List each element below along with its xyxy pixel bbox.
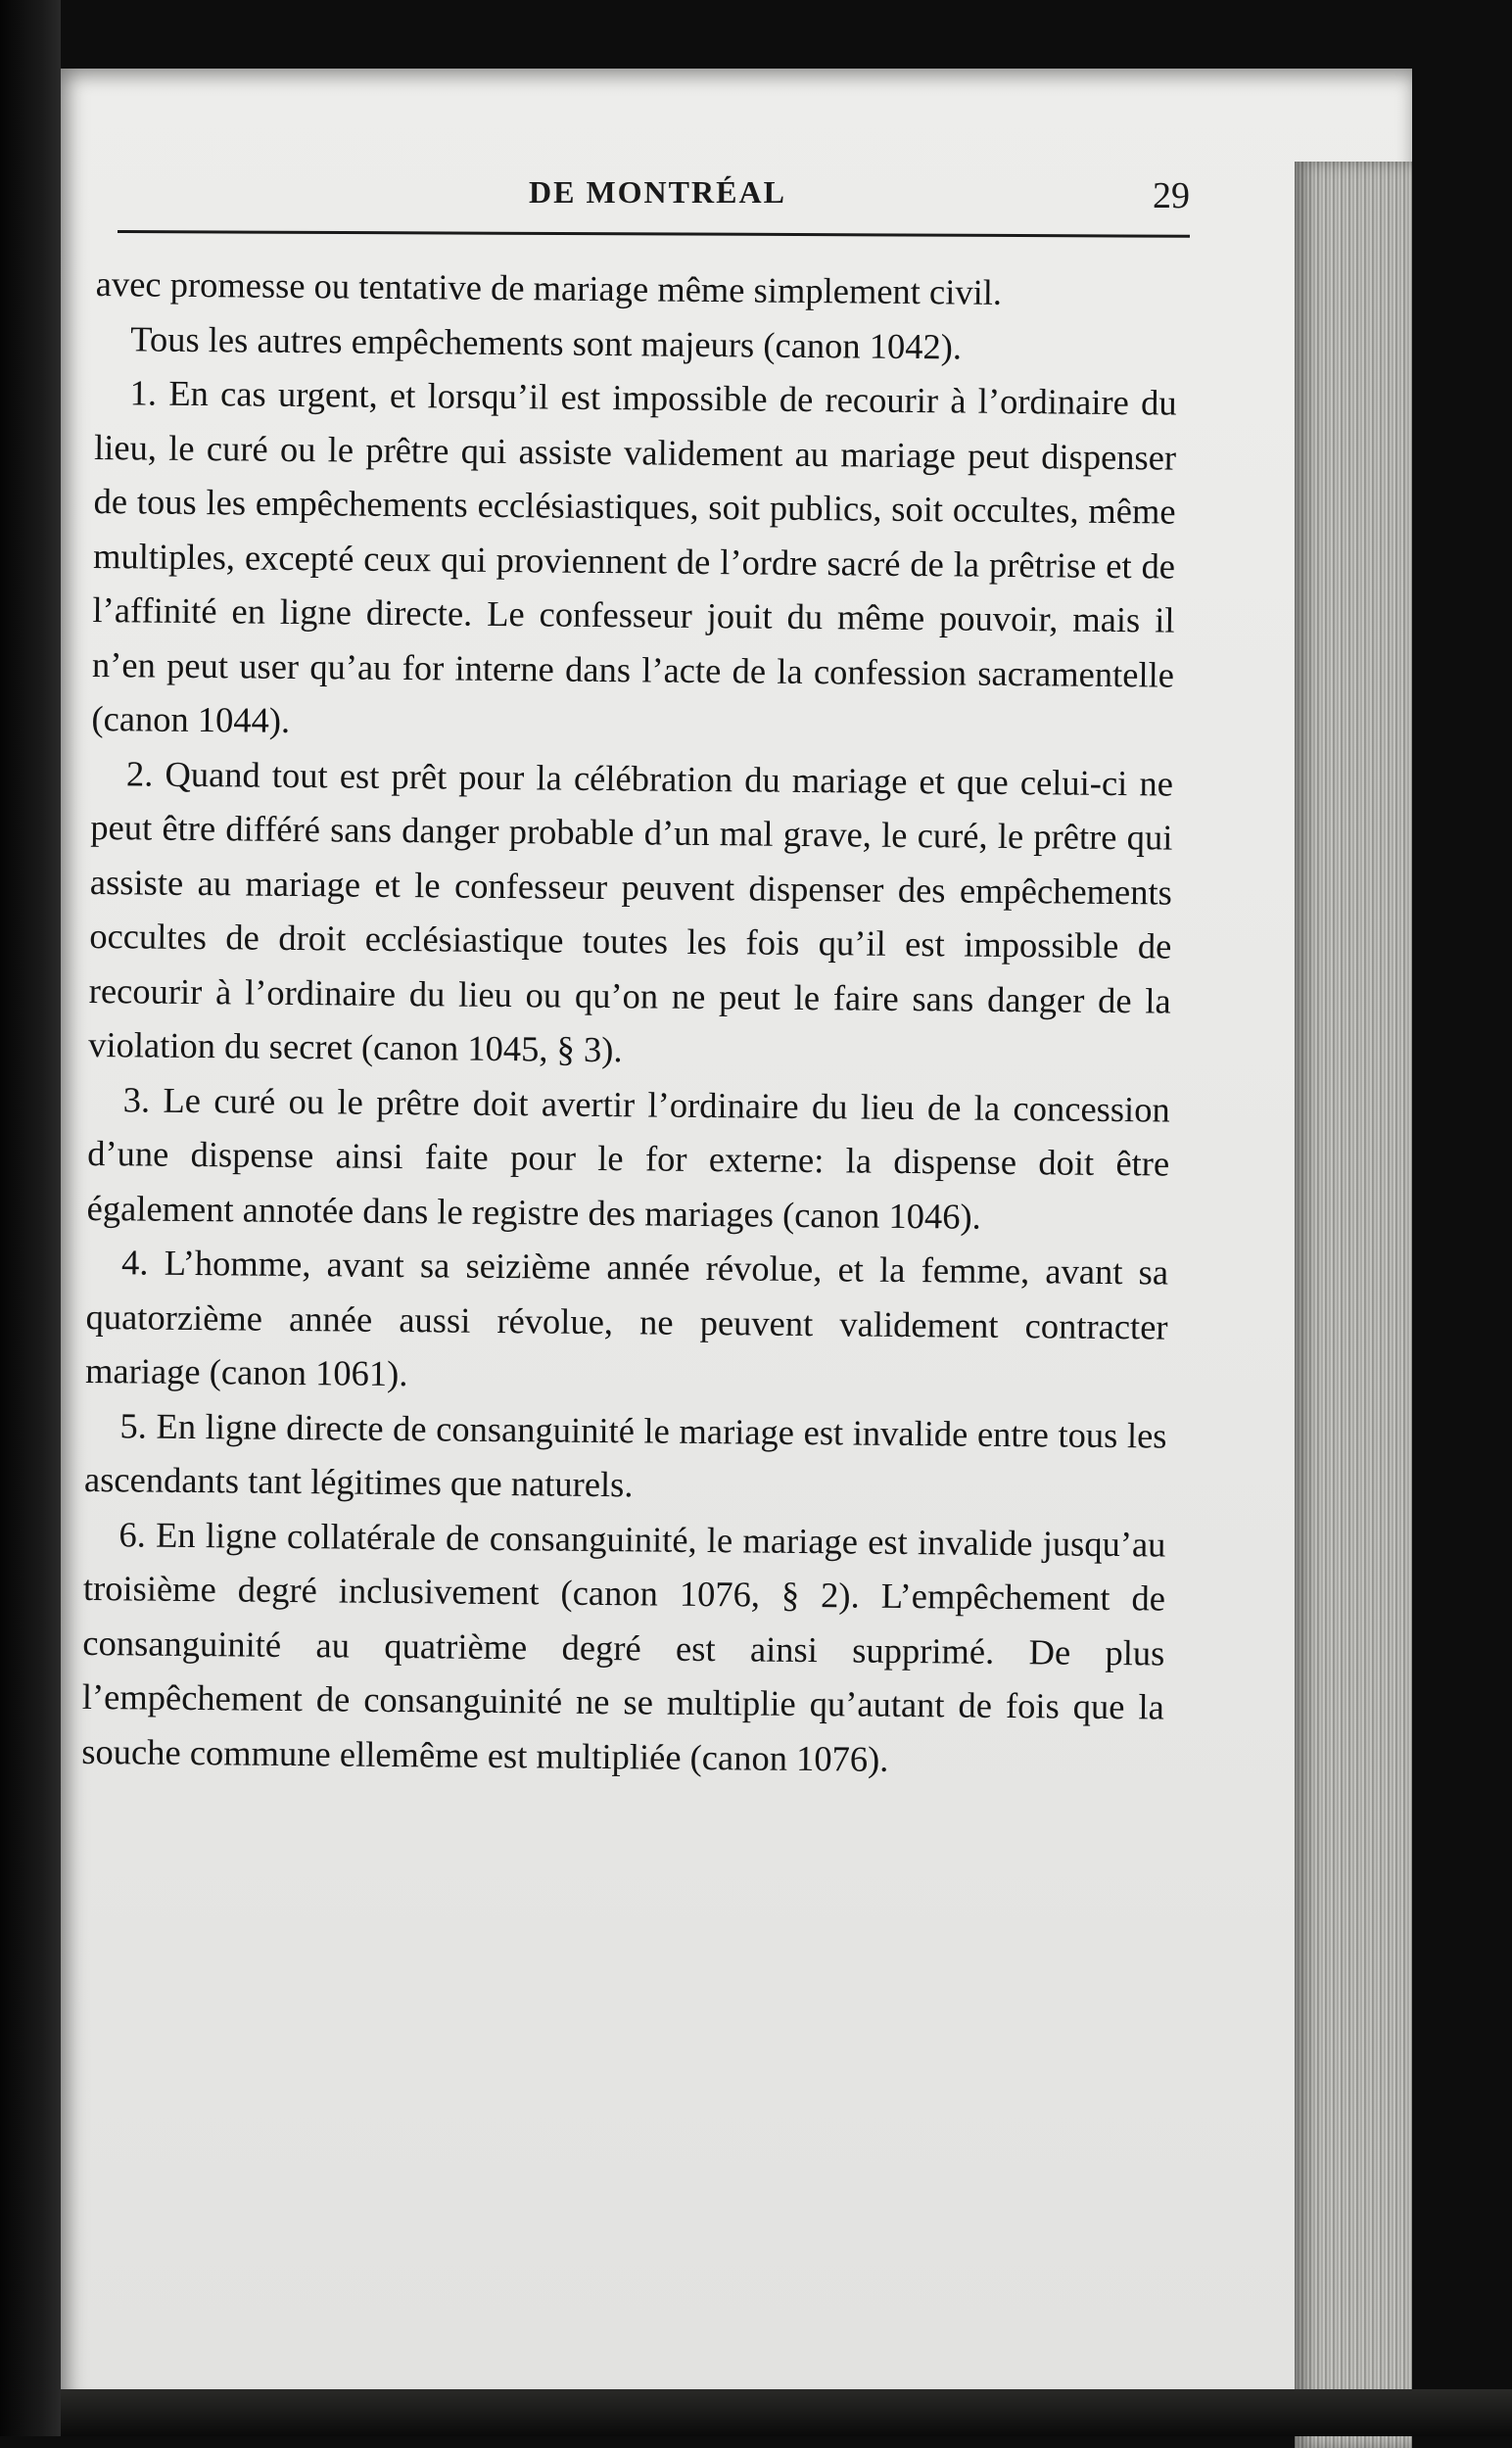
running-title: DE MONTRÉAL [529,174,786,210]
page-header [118,166,1190,245]
paragraph-1: 1. En cas urgent, et lorsqu’il est impossible de recourir à l’ordinaire du lieu, le curé ou le prêtre qui assiste validement au mariage peut dispenser de tous les empêchements ecclésiastiques, soit publics, soit occultes, même multiples, excepté ceux qui proviennent de l’ordre sacré de la prêtrise et de l’affinité en ligne directe. Le confesseur jouit du même pouvoir, mais il n’en peut user qu’au for interne dans l’acte de la confession sacramentelle (canon 1044). [91,372,1177,740]
book-gutter-shadow [0,0,61,2436]
paragraph-majeurs: Tous les autres empêchements sont majeurs (canon 1042). [130,317,963,366]
paragraph-continuation: avec promesse ou tentative de mariage même simplement civil. [95,262,1003,312]
page-number: 29 [1153,175,1190,216]
paragraph-2: 2. Quand tout est prêt pour la célébration du mariage et que celui-ci ne peut être différé sans danger probable d’un mal grave, le curé, le prêtre qui assiste au mariage et le confesseur peuvent dispenser des empêchements occultes de droit ecclésiastique toutes les fois qu’il est impossible de recourir à l’ordinaire du lieu ou qu’on ne peut le faire sans danger de la violation du secret (canon 1045, § 3). [88,752,1174,1070]
paragraph-6: 6. En ligne collatérale de consanguinité, le mariage est invalide jusqu’au troisième degré inclusivement (canon 1076, § 2). L’empêchement de consanguinité au quatrième degré est ainsi supprimé. De plus l’empêchement de consanguinité ne se multiplie qu’autant de fois que la souche commune ellemême est multipliée (canon 1076). [81,1513,1166,1779]
paragraph-5: 5. En ligne directe de consanguinité le mariage est invalide entre tous les ascendants tant légitimes que naturels. [83,1404,1167,1505]
paragraph-4: 4. L’homme, avant sa seizième année révolue, et la femme, avant sa quatorzième année aussi révolue, ne peuvent validement contracter mariage (canon 1061). [84,1242,1169,1394]
body-text [81,257,1178,1789]
book-bottom-edge [61,2389,1512,2436]
paragraph-3: 3. Le curé ou le prêtre doit avertir l’ordinaire du lieu de la concession d’une dispense ainsi faite pour le for externe: la dispense doit être également annotée dans le registre des mariages (canon 1046). [86,1078,1170,1237]
page-edges [1295,162,1412,2448]
header-rule [118,230,1190,238]
